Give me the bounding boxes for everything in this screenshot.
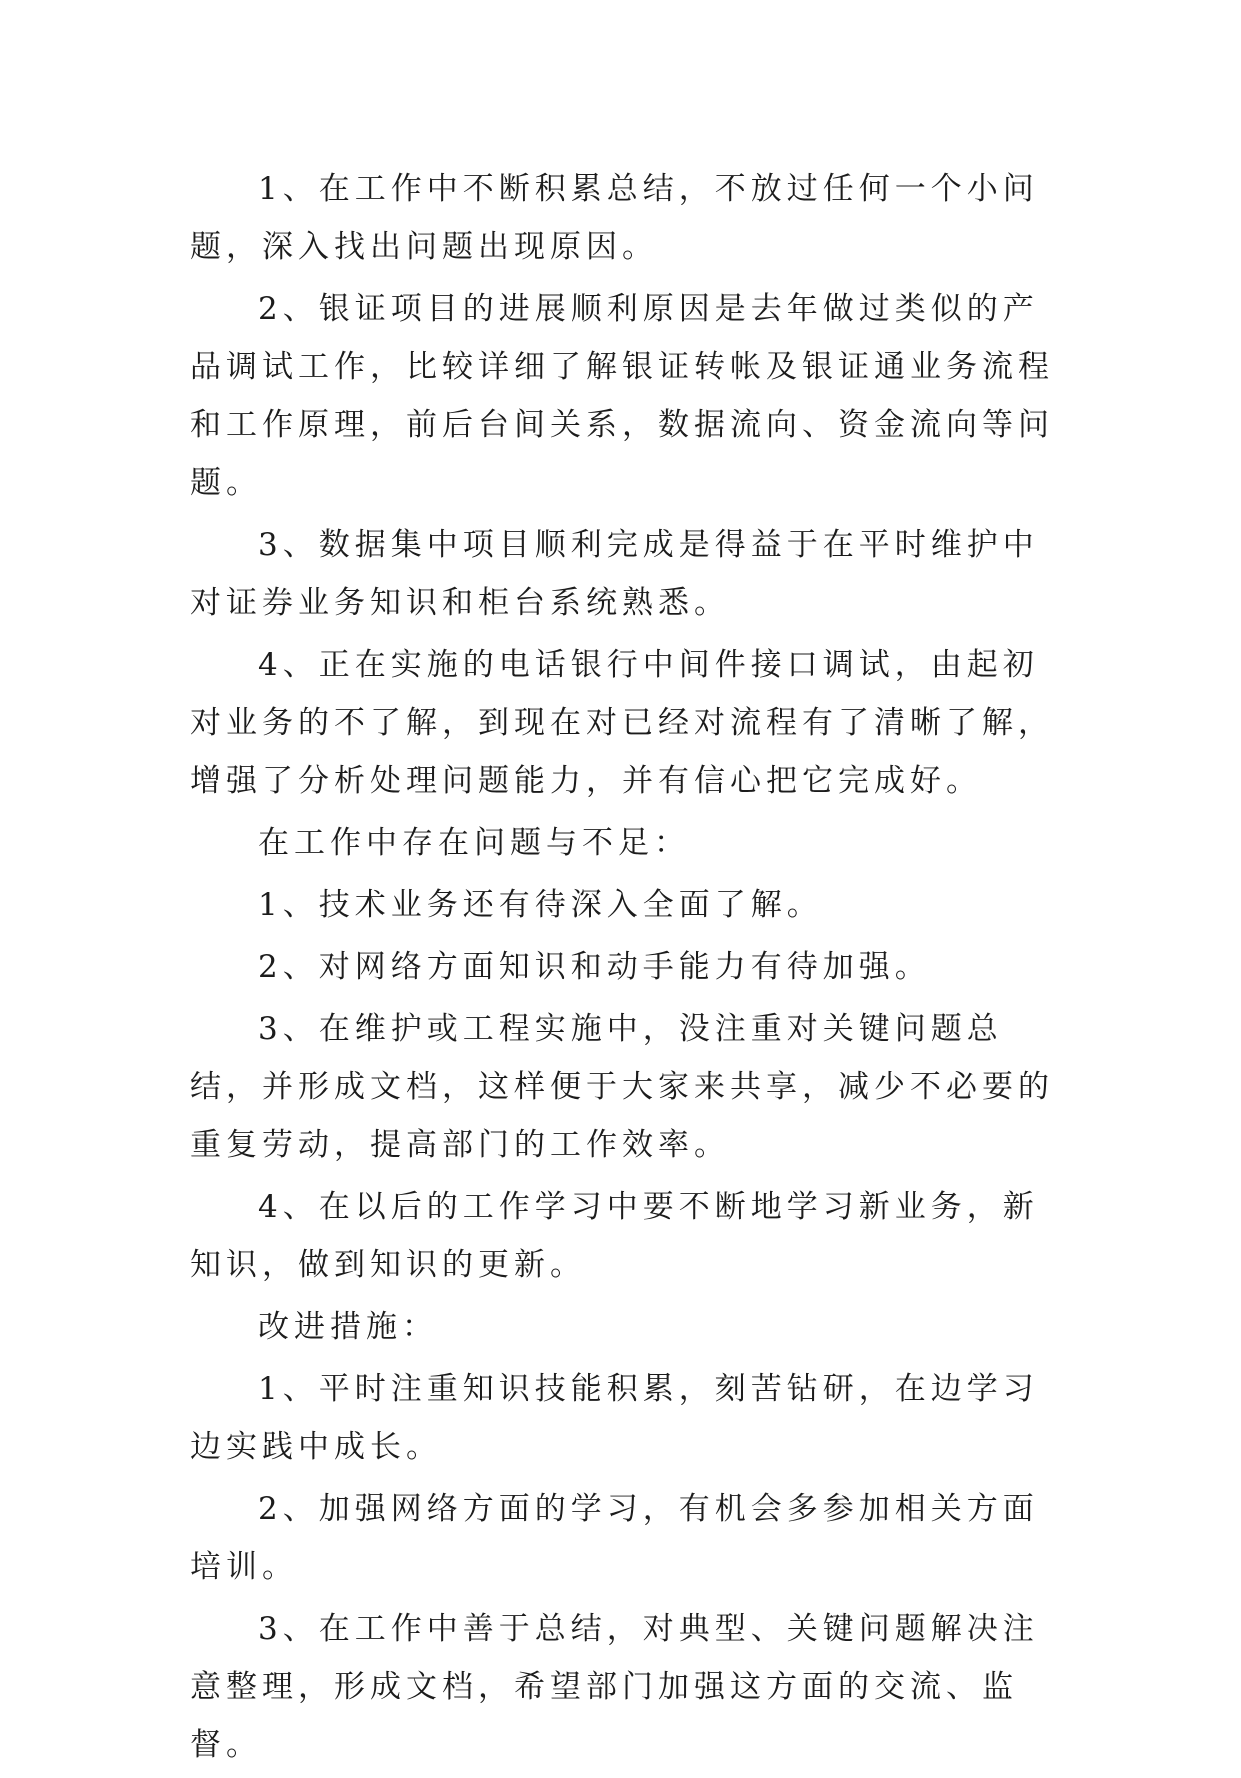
section-heading-improvements: 改进措施： [258, 1309, 438, 1345]
document-body [190, 160, 1070, 1778]
paragraph-summary-1: 1、在工作中不断积累总结，不放过任何一个小问题，深入找出问题出现原因。 [190, 171, 1039, 265]
paragraph-summary-2: 2、银证项目的进展顺利原因是去年做过类似的产品调试工作，比较详细了解银证转帐及银证通业务流程和工作原理，前后台间关系，数据流向、资金流向等问题。 [190, 291, 1054, 501]
paragraph-improvement-3: 3、在工作中善于总结，对典型、关键问题解决注意整理，形成文档，希望部门加强这方面的交流、监督。 [190, 1611, 1039, 1763]
paragraph-problem-3: 3、在维护或工程实施中，没注重对关键问题总结，并形成文档，这样便于大家来共享，减少不必要的重复劳动，提高部门的工作效率。 [190, 1011, 1054, 1163]
paragraph-summary-3: 3、数据集中项目顺利完成是得益于在平时维护中对证券业务知识和柜台系统熟悉。 [190, 527, 1039, 621]
section-heading-problems: 在工作中存在问题与不足： [258, 825, 690, 861]
paragraph-improvement-2: 2、加强网络方面的学习，有机会多参加相关方面培训。 [190, 1491, 1039, 1585]
paragraph-problem-2: 2、对网络方面知识和动手能力有待加强。 [258, 949, 931, 985]
paragraph-summary-4: 4、正在实施的电话银行中间件接口调试，由起初对业务的不了解，到现在对已经对流程有了清晰了解，增强了分析处理问题能力，并有信心把它完成好。 [190, 647, 1054, 799]
paragraph-problem-4: 4、在以后的工作学习中要不断地学习新业务，新知识，做到知识的更新。 [190, 1189, 1039, 1283]
paragraph-improvement-1: 1、平时注重知识技能积累，刻苦钻研，在边学习边实践中成长。 [190, 1371, 1039, 1465]
paragraph-problem-1: 1、技术业务还有待深入全面了解。 [258, 887, 823, 923]
